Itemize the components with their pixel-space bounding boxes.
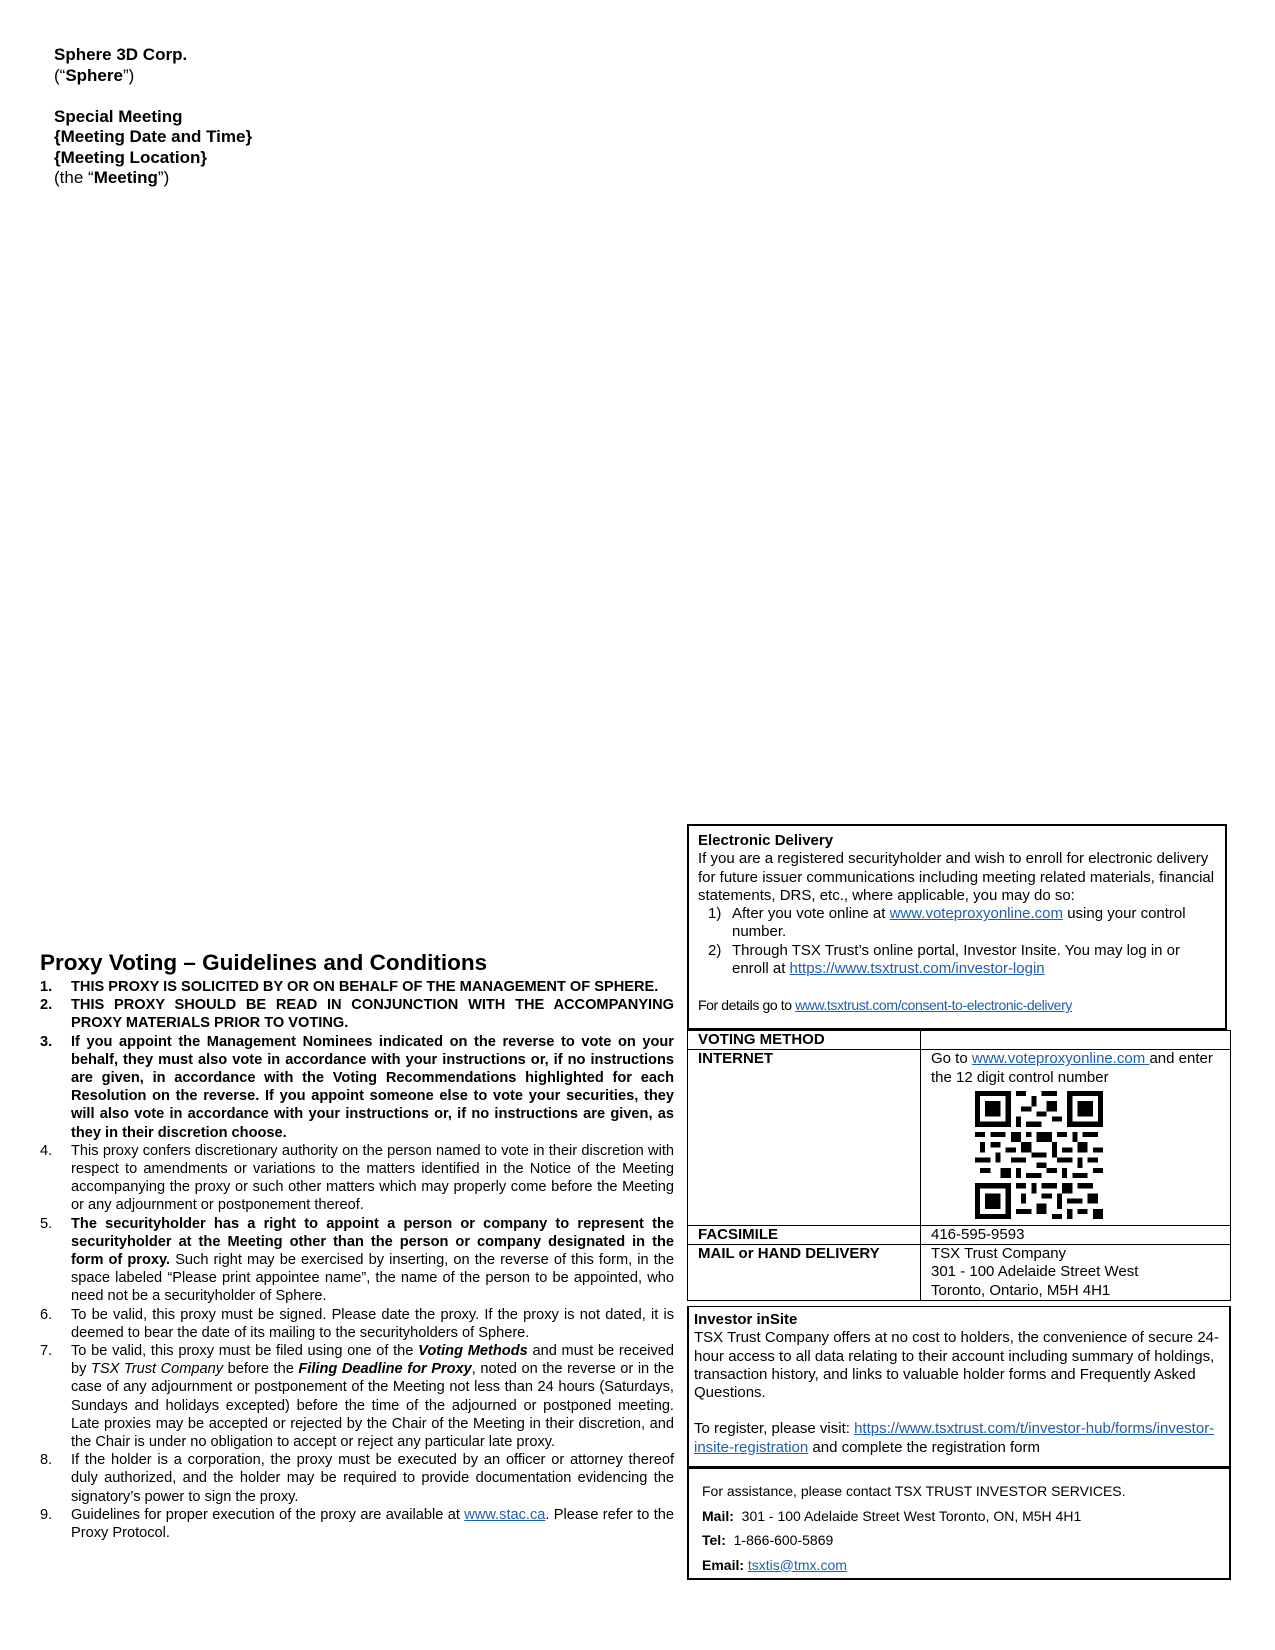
meeting-short-name: (the “Meeting”)	[54, 168, 170, 187]
guideline-item: 4. This proxy confers discretionary authority on the person named to vote in their discretion with respect to amendments or variations to the matters identified in the Notice of the Meeting accompanying the proxy or such other matters which may properly come before the Meeting or any adjournment or postponement thereof.	[40, 1142, 674, 1214]
guideline-item: 2. THIS PROXY SHOULD BE READ IN CONJUNCTION WITH THE ACCOMPANYING PROXY MATERIALS PRIOR TO VOTING.	[40, 997, 674, 1032]
guidelines-title: Proxy Voting – Guidelines and Conditions	[40, 950, 488, 975]
assistance-tel: Tel: 1-866-600-5869	[702, 1532, 834, 1548]
mail-label: MAIL or HAND DELIVERY	[688, 1245, 921, 1301]
guideline-item: 7. To be valid, this proxy must be filed using one of the Voting Methods and must be received by TSX Trust Company before the Filing Deadline for Proxy, noted on the reverse or in the case of any adjournment or postponement of the Meeting not less than 24 hours (Saturdays, Sundays and holidays excepted) before the time of the adjourned or postponed meeting. Late proxies may be accepted or rejected by the Chair of the Meeting in their discretion, and the Chair is under no obligation to accept or reject any particular late proxy.	[40, 1343, 675, 1451]
meeting-type: Special Meeting	[54, 106, 183, 126]
assistance-email: Email: tsxtis@tmx.com	[702, 1556, 847, 1573]
proxy-guidelines	[40, 950, 674, 1542]
stac-link[interactable]: www.stac.ca	[464, 1506, 546, 1523]
internet-label: INTERNET	[688, 1050, 921, 1226]
meeting-location: {Meeting Location}	[54, 147, 208, 167]
electronic-delivery-step: 1) After you vote online at www.voteproxyonline.com using your control number.	[708, 905, 1186, 941]
table-row	[688, 1031, 1231, 1050]
internet-value: Go to www.voteproxyonline.com and enter the 12 digit control number	[921, 1050, 1231, 1226]
voting-method-table	[687, 1030, 1231, 1301]
guideline-item: 3. If you appoint the Management Nominees indicated on the reverse to vote on your behalf, they must also vote in accordance with your instructions or, if no instructions are given, in accordance with the Voting Recommendations highlighted for each Resolution on the reverse. If you appoint someone else to vote your securities, they will also vote in accordance with your instructions or, if no instructions are given, as they in their discretion choose.	[40, 1033, 674, 1141]
investor-insite-box	[687, 1306, 1231, 1468]
electronic-delivery-intro: If you are a registered securityholder and wish to enroll for electronic delivery for future issuer communications including meeting related materials, financial statements, DRS, etc., where applicable, you may do so:	[698, 850, 1215, 904]
assistance-mail: Mail: 301 - 100 Adelaide Street West Toronto, ON, M5H 4H1	[702, 1507, 1082, 1524]
insite-body: TSX Trust Company offers at no cost to holders, the convenience of secure 24-hour access to all data relating to their account including summary of holdings, transaction history, and links to valuable holder forms and Frequently Asked Questions.	[694, 1329, 1219, 1402]
facsimile-value: 416-595-9593	[921, 1225, 1231, 1244]
mail-value: TSX Trust Company 301 - 100 Adelaide Street West Toronto, Ontario, M5H 4H1	[921, 1245, 1231, 1301]
assistance-box	[687, 1468, 1231, 1580]
guideline-item: 8. If the holder is a corporation, the proxy must be executed by an officer or attorney thereof duly authorized, and the holder may be required to provide documentation evidencing the signatory’s power to sign the proxy.	[40, 1452, 674, 1505]
electronic-delivery-details: For details go to www.tsxtrust.com/consent-to-electronic-delivery	[698, 997, 1072, 1014]
voteproxyonline-link[interactable]: www.voteproxyonline.com	[971, 1050, 1150, 1068]
table-row	[688, 1245, 1231, 1301]
company-name: Sphere 3D Corp.	[54, 45, 188, 64]
guideline-item: 9. Guidelines for proper execution of the proxy are available at www.stac.ca. Please refer to the Proxy Protocol.	[40, 1506, 674, 1542]
electronic-delivery-box	[687, 824, 1227, 1030]
insite-register: To register, please visit: https://www.tsxtrust.com/t/investor-hub/forms/investor-insite-registration and complete the registration form	[694, 1420, 1215, 1456]
investor-login-link[interactable]: https://www.tsxtrust.com/investor-login	[789, 960, 1045, 978]
guideline-item: 1. THIS PROXY IS SOLICITED BY OR ON BEHALF OF THE MANAGEMENT OF SPHERE.	[40, 979, 659, 995]
company-short-name: (“Sphere”)	[54, 65, 135, 85]
guideline-item: 5. The securityholder has a right to appoint a person or company to represent the securityholder at the Meeting other than the person or company designated in the form of proxy. Such right may be exercised by inserting, on the reverse of this form, in the space labeled “Please print appointee name”, the name of the person to be appointed, who need not be a securityholder of Sphere.	[40, 1215, 674, 1305]
insite-title: Investor inSite	[694, 1311, 798, 1328]
table-row	[688, 1225, 1231, 1244]
meeting-date: {Meeting Date and Time}	[54, 127, 253, 146]
consent-delivery-link[interactable]: www.tsxtrust.com/consent-to-electronic-delivery	[795, 997, 1072, 1014]
qr-code-icon[interactable]	[975, 1091, 1103, 1219]
table-row	[688, 1050, 1231, 1226]
facsimile-label: FACSIMILE	[688, 1225, 921, 1244]
assistance-intro: For assistance, please contact TSX TRUST INVESTOR SERVICES.	[702, 1483, 1126, 1499]
guideline-item: 6. To be valid, this proxy must be signed. Please date the proxy. If the proxy is not dated, it is deemed to bear the date of its mailing to the securityholders of Sphere.	[40, 1306, 674, 1341]
email-link[interactable]: tsxtis@tmx.com	[747, 1556, 847, 1573]
voteproxyonline-link[interactable]: www.voteproxyonline.com	[889, 905, 1064, 923]
electronic-delivery-title: Electronic Delivery	[698, 832, 834, 849]
insite-registration-link[interactable]: https://www.tsxtrust.com/t/investor-hub/forms/investor-insite-registration	[694, 1420, 1215, 1456]
electronic-delivery-step: 2) Through TSX Trust’s online portal, Investor Insite. You may log in or enroll at https://www.tsxtrust.com/investor-login	[708, 941, 1181, 978]
meeting-header	[54, 45, 252, 189]
voting-method-header: VOTING METHOD	[688, 1031, 921, 1050]
